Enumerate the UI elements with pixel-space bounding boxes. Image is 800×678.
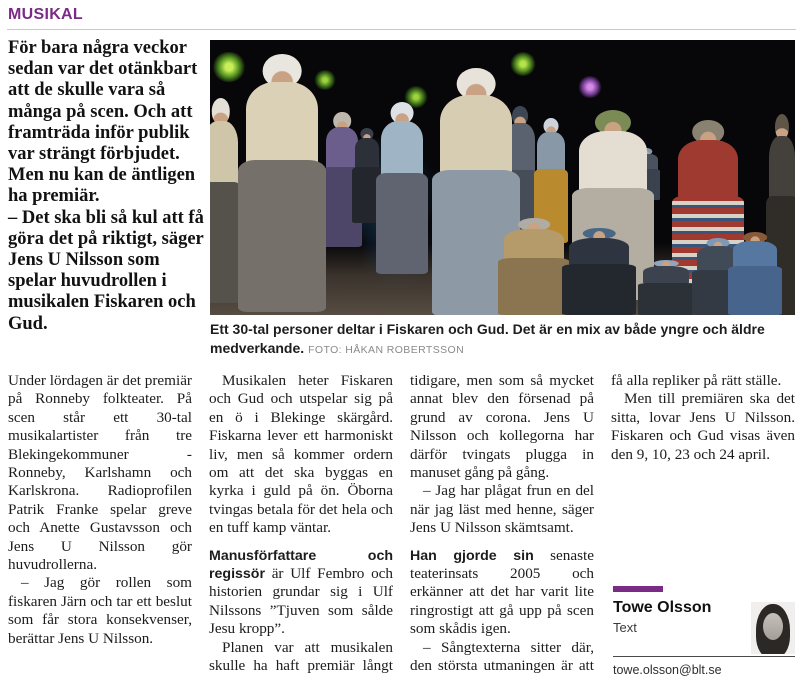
performer-figure bbox=[498, 218, 570, 315]
stage-spotlight-purple bbox=[578, 76, 602, 98]
photo-caption bbox=[210, 320, 795, 360]
article-paragraph: Planen var att musikalen skulle ha haft premiär långt tidigare, men som så mycket annat blev den försenad på grund av corona. Jens U Nilsson och kollegorna har därför tvingats plugga in manuset gång på gång. bbox=[209, 372, 594, 675]
byline-accent-bar bbox=[613, 586, 663, 592]
byline-portrait bbox=[751, 602, 795, 654]
performer-figure bbox=[376, 102, 428, 274]
article-paragraph: Manusförfattare och regissör är Ulf Fembro och historien grundar sig i Ulf Nilssons ”Tjuven som sålde Jesu kropp”. bbox=[209, 547, 393, 638]
performer-figure bbox=[562, 228, 636, 315]
photo-caption-text: Ett 30-tal personer deltar i Fiskaren och Gud. Det är en mix av både yngre och äldre medverkande. bbox=[210, 321, 765, 356]
article-paragraph: Han gjorde sin senaste teaterinsats 2005 och erkänner att det har varit lite ringrostigt att gå upp på scen som skådis igen. bbox=[410, 546, 595, 638]
performer-figure bbox=[238, 54, 326, 312]
article-photo bbox=[210, 40, 795, 315]
intro-paragraph: – Det ska bli så kul att få göra det på riktigt, säger Jens U Nilsson som spelar huvudrollen i musikalen Fiskaren och Gud. bbox=[8, 207, 204, 334]
section-kicker: MUSIKAL bbox=[8, 6, 83, 23]
byline-card bbox=[613, 586, 795, 678]
article-paragraph: Under lördagen är det premiär på Ronneby folkteater. På scen står ett 30-tal musikalartister från tre Blekingekommuner - Ronneby, Karlshamn och Karlskrona. Radioprofilen Patrik Franke spelar greve och Anette Gustavsson och Jens U Nilsson gör huvudrollerna. bbox=[8, 372, 192, 574]
paragraph-lead: Han gjorde sin bbox=[410, 547, 534, 564]
byline-name: Towe Olsson bbox=[613, 599, 712, 616]
article-paragraph: – Jag har plågat frun en del när jag läst med henne, säger Jens U Nilsson skämtsamt. bbox=[410, 482, 594, 537]
byline-divider bbox=[613, 656, 795, 657]
performer-figure bbox=[728, 232, 782, 315]
byline-email-link[interactable]: towe.olsson@blt.se bbox=[613, 663, 722, 677]
photo-credit: FOTO: HÅKAN ROBERTSSON bbox=[308, 344, 465, 356]
article-paragraph: Men till premiären ska det sitta, lovar Jens U Nilsson. Fiskaren och Gud visas även den 9, 10, 23 och 24 april. bbox=[611, 390, 795, 463]
intro-paragraph: För bara några veckor sedan var det otänkbart att de skulle vara så många på scen. Och att framträda inför publik var strängt förbjudet. Men nu kan de äntligen ha premiär. bbox=[8, 38, 198, 207]
portrait-face bbox=[763, 613, 783, 640]
kicker-divider bbox=[7, 29, 796, 30]
byline-role: Text bbox=[613, 620, 637, 635]
article-intro bbox=[8, 38, 204, 335]
article-paragraph: – Sångtexterna sitter där, den största utmaningen är att få alla repliker på rätt ställe. bbox=[410, 372, 782, 675]
paragraph-lead: Manusförfattare och regissör bbox=[209, 547, 393, 583]
article-paragraph: Musikalen heter Fiskaren och Gud och utspelar sig på en ö i Blekinge skärgård. Fiskarna lever ett harmoniskt liv, men så kommer ordern om att det ska byggas en kyrka i guld på ön. Öborna tvingas betala för det hela och en tuff kamp väntar. bbox=[209, 372, 393, 537]
performer-figure bbox=[638, 260, 694, 315]
article-paragraph: – Jag gör rollen som fiskaren Järn och tar ett beslut som får stora konsekvenser, berättar Jens U Nilsson. bbox=[8, 574, 192, 647]
